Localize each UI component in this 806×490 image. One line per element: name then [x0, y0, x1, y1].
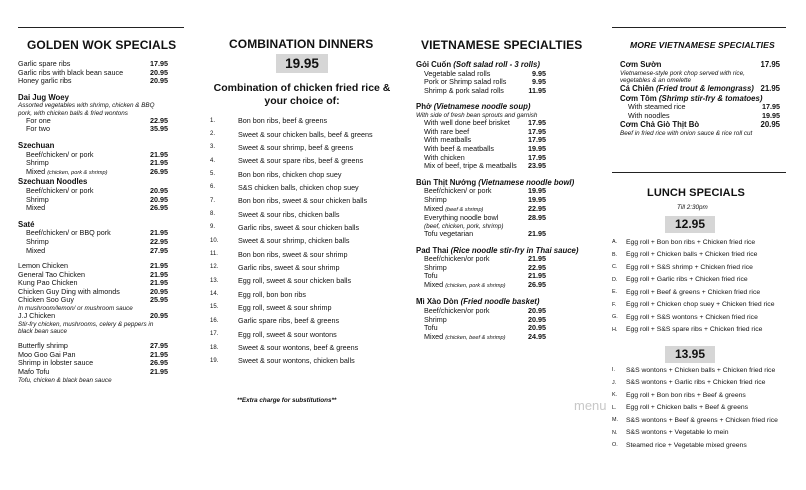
lunch-item-text: Egg roll + Beef & greens + Chicken fried rice — [626, 288, 761, 296]
menu-item-label: Shrimp — [26, 158, 49, 168]
menu-item-price: 21.95 — [150, 158, 168, 168]
combo-item-number: 11. — [210, 251, 218, 258]
menu-item-price: 24.95 — [528, 331, 546, 341]
menu-item-label: Mixed — [424, 279, 444, 289]
lunch-list-b — [612, 364, 778, 452]
menu-item — [18, 77, 168, 86]
menu-item-label: Cơm Sườn — [620, 60, 662, 69]
menu-item — [620, 112, 780, 121]
combo-item-number: 18. — [210, 344, 219, 351]
combination-subtitle: Combination of chicken fried rice & your choice of: — [213, 82, 391, 107]
menu-item-label: With chicken — [424, 152, 465, 162]
menu-item-price: 20.95 — [150, 194, 168, 204]
combo-item-number: 17. — [210, 331, 219, 338]
menu-item-label: Mix of beef, tripe & meatballs — [424, 161, 517, 171]
menu-item-name — [18, 77, 72, 86]
combo-item — [210, 301, 373, 314]
section-heading-name: Dai Jug Woey — [18, 92, 69, 102]
menu-item-price: 19.95 — [762, 110, 780, 120]
menu-item — [18, 312, 168, 321]
menu-item-price: 11.95 — [528, 85, 546, 95]
combo-item-text: Sweet & sour spare ribs, beef & greens — [238, 156, 364, 166]
lunch-item-text: Steamed rice + Vegetable mixed greens — [626, 441, 747, 449]
menu-item-name — [18, 296, 74, 305]
menu-item-label: Shrimp — [424, 194, 447, 204]
menu-item-label: Shrimp — [424, 314, 447, 324]
combo-item — [210, 247, 373, 260]
combo-item-text: Egg roll, bon bon ribs — [238, 289, 306, 299]
menu-item-label: With rare beef — [424, 126, 470, 136]
menu-item — [416, 230, 546, 239]
combo-item-number: 14. — [210, 291, 219, 298]
menu-item-price: 21.95 — [760, 84, 780, 93]
golden-wok-title: GOLDEN WOK SPECIALS — [27, 38, 177, 52]
menu-item-price: 21.95 — [150, 228, 168, 238]
menu-item-label: Beef/chicken/ or pork — [26, 149, 94, 159]
combo-item-number: 4. — [210, 157, 216, 164]
lunch-item — [612, 286, 774, 299]
combo-item — [210, 167, 373, 180]
menu-item-label: Chicken Guy Ding with almonds — [18, 286, 120, 296]
lunch-item — [612, 236, 774, 249]
item-note: Stir-fry chicken, mushrooms, celery & peppers in black bean sauce — [18, 320, 154, 336]
menu-item-label: Beef/chicken/or pork — [424, 306, 490, 316]
combo-item — [210, 234, 373, 247]
menu-item-price: 9.95 — [532, 77, 546, 87]
menu-item-sub: (chicken, beef & shrimp) — [445, 334, 506, 341]
combo-item — [210, 274, 373, 287]
menu-item-price: 26.95 — [150, 203, 168, 213]
menu-item-price: 22.95 — [150, 115, 168, 125]
menu-item-label: Mafo Tofu — [18, 367, 50, 377]
menu-item-label: Tofu — [424, 271, 438, 281]
menu-item-price: 19.95 — [528, 186, 546, 196]
menu-item-label: Cá Chiên — [620, 84, 654, 93]
section-heading-sub: (Vietnamese noodle soup) — [433, 102, 531, 112]
section-heading-name: Szechuan Noodles — [18, 177, 88, 187]
menu-item-price: 21.95 — [150, 261, 168, 271]
item-note: Beef in fried rice with onion sauce & rice roll cut — [620, 129, 753, 137]
section-heading-sub: (Fried noodle basket) — [460, 297, 540, 307]
lunch-item-number: A. — [612, 239, 618, 246]
lunch-item-number: N. — [612, 429, 618, 436]
lunch-item-number: G. — [612, 314, 618, 321]
combo-item-number: 16. — [210, 317, 219, 324]
combo-item-text: Garlic ribs, sweet & sour chicken balls — [238, 222, 360, 232]
menu-item — [18, 368, 168, 377]
menu-item-label: Cơm Chả Giò Thịt Bò — [620, 120, 700, 130]
lunch-price-b: 13.95 — [665, 346, 715, 363]
lunch-item-number: H. — [612, 326, 618, 333]
menu-item-label: Everything noodle bowl — [424, 213, 499, 223]
menu-item-label: With well done beef brisket — [424, 118, 510, 128]
menu-item-price: 17.95 — [762, 102, 780, 112]
menu-item-label: Honey garlic ribs — [18, 76, 72, 86]
menu-item-price: 19.95 — [528, 143, 546, 153]
menu-item-price: 17.95 — [528, 126, 546, 136]
lunch-item-number: E. — [612, 289, 618, 296]
menu-item-price: 35.95 — [150, 124, 168, 134]
lunch-item — [612, 389, 778, 402]
menu-item-label: Shrimp — [424, 262, 447, 272]
combo-item-number: 9. — [210, 224, 216, 231]
menu-item-price: 22.95 — [150, 236, 168, 246]
combo-item — [210, 328, 373, 341]
menu-item-label: Cơm Tôm — [620, 93, 657, 103]
menu-item-price: 20.95 — [150, 311, 168, 321]
lunch-item-number: M. — [612, 417, 618, 424]
menu-item — [416, 333, 546, 343]
menu-item — [416, 87, 546, 96]
lunch-price-a: 12.95 — [665, 216, 715, 233]
menu-item-name — [620, 84, 754, 94]
item-note: (beef, chicken, pork, shrimp) — [424, 222, 504, 230]
combo-item-text: Egg roll, sweet & sour shrimp — [238, 302, 332, 312]
combination-list — [210, 114, 373, 368]
menu-item-price: 21.95 — [528, 228, 546, 238]
lunch-item-text: Egg roll + Chicken balls + Beef & greens — [626, 404, 749, 412]
menu-item-price: 20.95 — [528, 306, 546, 316]
lunch-rule — [612, 172, 786, 173]
menu-item-price: 21.95 — [150, 269, 168, 279]
menu-item-label: With noodles — [628, 110, 670, 120]
menu-item-label: Shrimp — [26, 194, 49, 204]
menu-item-label: With meatballs — [424, 135, 472, 145]
menu-item-price: 20.95 — [150, 185, 168, 195]
combo-item-text: Sweet & sour shrimp, chicken balls — [238, 236, 350, 246]
top-rule-golden-wok — [18, 27, 184, 28]
lunch-item-text: Egg roll + S&S wontons + Chicken fried rice — [626, 313, 758, 321]
combo-item-number: 5. — [210, 171, 216, 178]
menu-item-price: 22.95 — [528, 203, 546, 213]
combo-item-text: Sweet & sour wontons, chicken balls — [238, 356, 355, 366]
menu-item — [18, 204, 168, 213]
menu-item-price: 20.95 — [150, 67, 168, 77]
section-heading-name: Szechuan — [18, 140, 55, 150]
lunch-item-text: S&S wontons + Chicken balls + Chicken fried rice — [626, 366, 776, 374]
section-heading-name: Gỏi Cuốn — [416, 60, 452, 69]
spacer — [416, 171, 546, 178]
menu-item-label: Beef/chicken/or pork — [424, 254, 490, 264]
combo-item — [210, 354, 373, 367]
menu-item-name — [424, 87, 504, 96]
lunch-item-number: C. — [612, 264, 618, 271]
menu-item — [620, 120, 780, 130]
top-rule-more-vietnamese — [612, 27, 786, 28]
combo-item-number: 12. — [210, 264, 219, 271]
menu-item-label: Mixed — [26, 166, 46, 176]
menu-item-price: 20.95 — [150, 76, 168, 86]
section-heading — [18, 93, 168, 103]
menu-item-name — [26, 125, 50, 134]
menu-item-label: With beef & meatballs — [424, 143, 494, 153]
menu-item-label: Chicken Soo Guy — [18, 295, 74, 305]
menu-item-label: Butterfly shrimp — [18, 341, 68, 351]
spacer — [18, 134, 168, 141]
menu-item-price: 17.95 — [150, 59, 168, 68]
menu-item-price: 21.95 — [150, 367, 168, 377]
more-vietnamese-title: MORE VIETNAMESE SPECIALTIES — [630, 40, 775, 50]
menu-item-price: 21.95 — [528, 271, 546, 281]
menu-item-sub: (chicken, pork & shrimp) — [445, 282, 506, 289]
menu-item-label: Beef/chicken/ or pork — [26, 185, 94, 195]
combination-title: COMBINATION DINNERS — [229, 37, 374, 51]
menu-item-label: Shrimp & pork salad rolls — [424, 85, 504, 95]
menu-item-price: 22.95 — [528, 262, 546, 272]
vietnamese-list — [416, 60, 579, 342]
menu-item-price: 25.95 — [150, 295, 168, 305]
menu-item-label: Mixed — [424, 203, 444, 213]
spacer — [416, 95, 546, 102]
lunch-hours: Till 2:30pm — [677, 204, 708, 211]
lunch-item-text: Egg roll + Garlic ribs + Chicken fried rice — [626, 276, 748, 284]
menu-item-label: Lemon Chicken — [18, 261, 68, 271]
menu-item-name — [26, 247, 45, 256]
menu-item-label: Kung Pao Chicken — [18, 278, 78, 288]
lunch-item-text: Egg roll + S&S spare ribs + Chicken fried rice — [626, 326, 763, 334]
combo-item-text: Sweet & sour chicken balls, beef & greens — [238, 129, 373, 139]
lunch-item-number: B. — [612, 251, 618, 258]
lunch-item-text: Egg roll + Bon bon ribs + Beef & greens — [626, 391, 746, 399]
more-vietnamese-list — [620, 60, 780, 137]
menu-item-name — [424, 214, 498, 223]
menu-item-price: 20.95 — [150, 286, 168, 296]
menu-item-name — [424, 162, 517, 171]
combo-item — [210, 221, 373, 234]
menu-item-price: 17.95 — [528, 118, 546, 128]
lunch-item — [612, 377, 778, 390]
menu-item-label: Mixed — [26, 245, 46, 255]
menu-item-price: 27.95 — [150, 245, 168, 255]
lunch-item-number: J. — [612, 379, 617, 386]
lunch-item-number: K. — [612, 392, 618, 399]
menu-item-label: Pork or Shrimp salad rolls — [424, 77, 507, 87]
menu-item-sub: (chicken, pork & shrimp) — [47, 169, 108, 176]
lunch-item-text: Egg roll + Chicken balls + Chicken fried rice — [626, 251, 758, 259]
menu-item-name — [18, 312, 55, 321]
menu-item-label: Moo Goo Gai Pan — [18, 349, 76, 359]
menu-item-label: With steamed rice — [628, 102, 686, 112]
combo-item-text: Bon bon ribs, sweet & sour chicken balls — [238, 196, 368, 206]
vietnamese-title: VIETNAMESE SPECIALTIES — [421, 38, 583, 52]
section-heading-name: Bún Thịt Nướng — [416, 177, 477, 187]
menu-item — [18, 247, 168, 256]
combo-item-text: Bon bon ribs, sweet & sour shrimp — [238, 249, 348, 259]
combo-item-text: Egg roll, sweet & sour chicken balls — [238, 276, 352, 286]
menu-item-price: 26.95 — [150, 358, 168, 368]
combo-item-number: 1. — [210, 117, 216, 124]
combo-item — [210, 194, 373, 207]
menu-item — [416, 281, 546, 291]
menu-item-label: Beef/chicken/ or BBQ pork — [26, 228, 111, 238]
combo-item-number: 10. — [210, 237, 219, 244]
combo-item-number: 3. — [210, 144, 216, 151]
lunch-item-text: Egg roll + Bon bon ribs + Chicken fried rice — [626, 238, 756, 246]
menu-item-price: 17.95 — [760, 60, 780, 69]
menu-item-label: J.J Chicken — [18, 311, 56, 321]
combo-item — [210, 141, 373, 154]
menu-item-sub: (Fried trout & lemongrass) — [655, 84, 754, 93]
menu-item-name — [628, 112, 670, 121]
combo-item-text: Garlic ribs, sweet & sour shrimp — [238, 262, 340, 272]
lunch-item — [612, 414, 778, 427]
item-note: With side of fresh bean sprouts and garnish — [416, 111, 538, 119]
menu-item-name — [424, 230, 473, 239]
menu-item-label: For one — [26, 115, 51, 125]
menu-item-price: 27.95 — [150, 341, 168, 351]
menu-item-price: 21.95 — [150, 278, 168, 288]
menu-item — [18, 125, 168, 134]
menu-item — [18, 296, 168, 305]
menu-item-label: Vegetable salad rolls — [424, 68, 491, 78]
combo-item — [210, 341, 373, 354]
combo-item-number: 2. — [210, 131, 216, 138]
lunch-list-a — [612, 236, 774, 336]
section-heading-sub: (Soft salad roll - 3 rolls) — [453, 60, 540, 69]
lunch-item-number: L. — [612, 404, 617, 411]
menu-item — [620, 84, 780, 94]
item-note: In mushroom/lemon/ or mushroom sauce — [18, 305, 133, 313]
menu-item-label: Tofu vegetarian — [424, 228, 474, 238]
menu-item — [416, 162, 546, 171]
menu-item-price: 21.95 — [528, 254, 546, 264]
combination-price: 19.95 — [276, 54, 328, 73]
menu-item-price: 21.95 — [150, 149, 168, 159]
section-heading-sub: (Vietnamese noodle bowl) — [478, 177, 575, 187]
lunch-item — [612, 427, 778, 440]
menu-item-label: General Tao Chicken — [18, 269, 85, 279]
item-note: Assorted vegetables with shrimp, chicken & BBQ pork, with chicken balls & fried wontons — [18, 102, 155, 117]
menu-item-label: Tofu — [424, 323, 438, 333]
menu-item-label: For two — [26, 124, 50, 134]
combo-item-text: Sweet & sour shrimp, beef & greens — [238, 142, 354, 152]
menu-item-label: Garlic ribs with black bean sauce — [18, 67, 124, 77]
menu-item-label: Shrimp — [26, 236, 49, 246]
watermark: menu — [574, 398, 607, 413]
combo-item-text: Sweet & sour ribs, chicken balls — [238, 209, 340, 219]
menu-item — [620, 60, 780, 70]
item-note: Vietnamese-style pork chop served with rice, vegetables & an omelette — [620, 69, 745, 84]
section-heading-name: Pad Thai — [416, 245, 449, 255]
combo-item-number: 19. — [210, 357, 219, 364]
menu-item-price: 20.95 — [528, 314, 546, 324]
combo-item — [210, 314, 373, 327]
menu-item-name — [424, 333, 506, 343]
lunch-title: LUNCH SPECIALS — [647, 187, 745, 199]
lunch-item — [612, 439, 778, 452]
lunch-item — [612, 364, 778, 377]
menu-item-name — [18, 368, 49, 377]
lunch-item — [612, 261, 774, 274]
combo-item — [210, 181, 373, 194]
lunch-item — [612, 299, 774, 312]
menu-item-label: Mixed — [26, 203, 46, 213]
menu-item-price: 26.95 — [150, 166, 168, 176]
menu-item-name — [620, 60, 661, 70]
menu-item — [416, 214, 546, 223]
menu-item-label: Shrimp in lobster sauce — [18, 358, 94, 368]
menu-item-name — [26, 204, 45, 213]
section-heading-sub: (Rice noodle stir-fry in Thai sauce) — [450, 245, 579, 255]
lunch-item — [612, 402, 778, 415]
combo-item-text: Egg roll, sweet & sour wontons — [238, 329, 337, 339]
section-heading-name: Mì Xào Dòn — [416, 297, 459, 307]
combo-item — [210, 114, 373, 127]
combo-item — [210, 207, 373, 220]
section-heading-name: Phở — [416, 102, 432, 112]
item-note: Tofu, chicken & black bean sauce — [18, 376, 112, 384]
lunch-item — [612, 274, 774, 287]
combo-item — [210, 154, 373, 167]
combo-item — [210, 287, 373, 300]
combo-item-number: 8. — [210, 211, 216, 218]
combo-item-number: 13. — [210, 277, 219, 284]
combo-item — [210, 261, 373, 274]
lunch-item — [612, 249, 774, 262]
combo-item-text: Bon bon ribs, beef & greens — [238, 116, 328, 126]
lunch-item-number: D. — [612, 276, 618, 283]
menu-item-price: 9.95 — [532, 68, 546, 78]
menu-item-name — [620, 120, 699, 130]
combo-item-text: S&S chicken balls, chicken chop suey — [238, 182, 359, 192]
menu-item-price: 17.95 — [528, 152, 546, 162]
combo-item-text: Sweet & sour wontons, beef & greens — [238, 343, 359, 353]
menu-item-price: 26.95 — [528, 279, 546, 289]
menu-item-sub: (beef & shrimp) — [445, 206, 484, 213]
combo-item-number: 15. — [210, 304, 219, 311]
menu-item-price: 21.95 — [150, 349, 168, 359]
spacer — [18, 213, 168, 220]
combination-note: **Extra charge for substitutions** — [237, 397, 337, 404]
lunch-item-text: Egg roll + S&S shrimp + Chicken fried rice — [626, 263, 753, 271]
menu-item-label: Garlic spare ribs — [18, 59, 71, 68]
lunch-item-text: S&S wontons + Garlic ribs + Chicken fried rice — [626, 379, 766, 387]
lunch-item-text: Egg roll + Chicken chop suey + Chicken fried rice — [626, 301, 775, 309]
menu-item-price: 19.95 — [528, 194, 546, 204]
lunch-item — [612, 311, 774, 324]
spacer — [18, 86, 168, 93]
menu-item-price: 20.95 — [528, 323, 546, 333]
lunch-item-number: I. — [612, 367, 615, 374]
lunch-item-text: S&S wontons + Vegetable lo mein — [626, 429, 729, 437]
golden-wok-list — [18, 60, 168, 384]
lunch-item — [612, 324, 774, 337]
spacer — [416, 290, 546, 297]
menu-item-price: 28.95 — [528, 213, 546, 223]
lunch-item-number: O. — [612, 442, 618, 449]
menu-item-sub: (Shrimp stir-fry & tomatoes) — [658, 93, 763, 103]
menu-item — [18, 168, 168, 178]
section-heading-name: Saté — [18, 219, 35, 229]
spacer — [416, 239, 546, 246]
lunch-item-number: F. — [612, 301, 617, 308]
menu-item-price: 23.95 — [528, 161, 546, 171]
combo-item-text: Garlic spare ribs, beef & greens — [238, 316, 340, 326]
combo-item-number: 6. — [210, 184, 216, 191]
combo-item-number: 7. — [210, 197, 216, 204]
menu-item-label: Mixed — [424, 331, 444, 341]
menu-item-price: 17.95 — [528, 135, 546, 145]
combo-item-text: Bon bon ribs, chicken chop suey — [238, 169, 342, 179]
combo-item — [210, 127, 373, 140]
menu-item-price: 20.95 — [760, 120, 780, 130]
section-heading — [416, 102, 546, 112]
menu-item-name — [26, 168, 108, 178]
lunch-item-text: S&S wontons + Beef & greens + Chicken fried rice — [626, 416, 778, 424]
menu-item-name — [424, 281, 506, 291]
menu-item-label: Beef/chicken/ or pork — [424, 186, 492, 196]
